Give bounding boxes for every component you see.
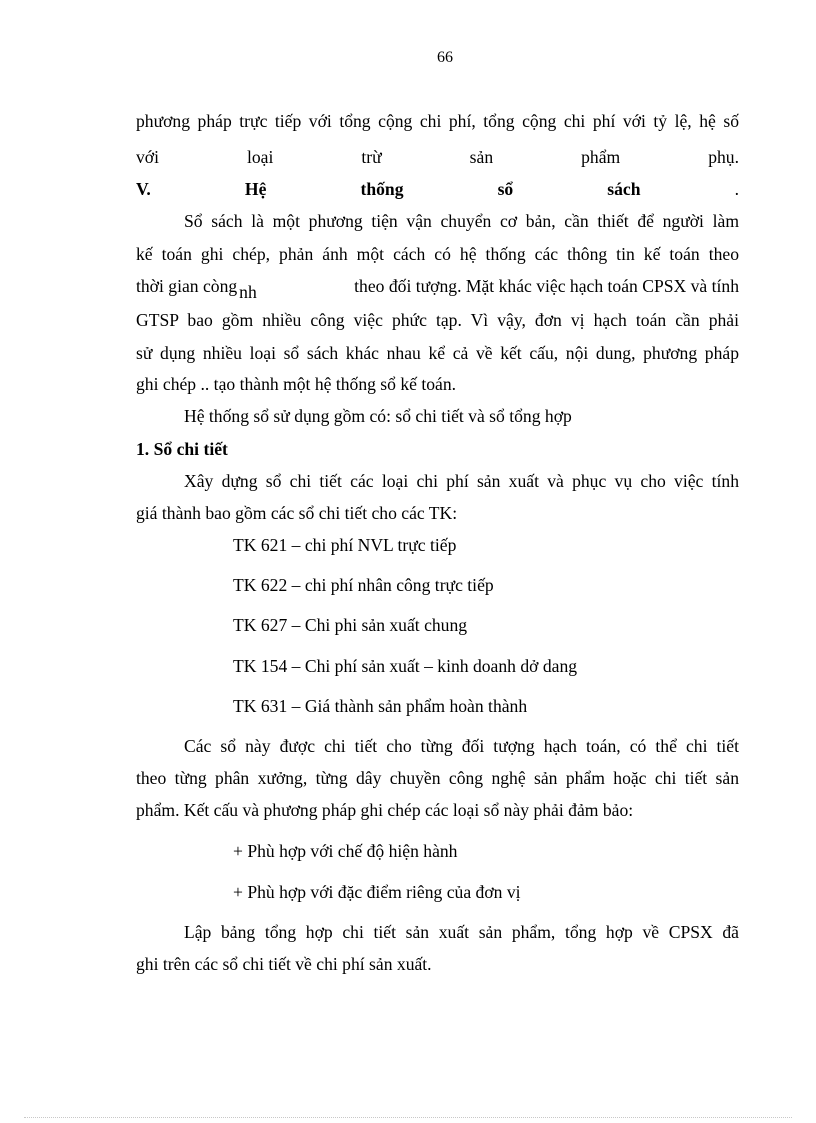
heading-word: Hệ [244,179,267,199]
text-line: kế toán ghi chép, phản ánh một cách có hệ thống các thông tin kế toán theo [136,244,739,264]
requirement-item: + Phù hợp với chế độ hiện hành [233,841,458,861]
text-line: GTSP bao gồm nhiều công việc phức tạp. Vì vậy, đơn vị hạch toán cần phải [136,310,739,330]
text-line: ghi trên các sổ chi tiết về chi phí sản xuất. [136,954,432,974]
text-line: theo từng phân xưởng, từng dây chuyền công nghệ sản phẩm hoặc chi tiết sản [136,768,739,788]
text-line [136,276,739,302]
text-line: Hệ thống sổ sử dụng gồm có: sổ chi tiết và sổ tổng hợp [184,406,572,426]
account-item: TK 154 – Chi phí sản xuất – kinh doanh dở dang [233,656,578,676]
text-fragment: thời gian còng [136,276,238,296]
footer-divider [24,1117,792,1118]
heading-word: sổ [497,179,514,199]
text-line: Các sổ này được chi tiết cho từng đối tượng hạch toán, có thể chi tiết [184,736,739,756]
text-line: sử dụng nhiều loại sổ sách khác nhau kể cả về kết cấu, nội dung, phương pháp [136,343,739,363]
text-line: phương pháp trực tiếp với tổng cộng chi phí, tổng cộng chi phí với tỷ lệ, hệ số [136,111,739,131]
text-fragment: theo đối tượng. Mặt khác việc hạch toán CPSX và tính [354,276,739,296]
account-item: TK 621 – chi phí NVL trực tiếp [233,535,457,555]
text-line: Xây dựng sổ chi tiết các loại chi phí sản xuất và phục vụ cho việc tính [184,471,739,491]
section-title: 1. Sổ chi tiết [136,439,228,459]
heading-word: thống [360,179,404,199]
heading-word: V. [136,179,151,199]
account-item: TK 631 – Giá thành sản phẩm hoàn thành [233,696,528,716]
requirement-item: + Phù hợp với đặc điểm riêng của đơn vị [233,882,521,902]
text-line: phẩm. Kết cấu và phương pháp ghi chép các loại sổ này phải đảm bảo: [136,800,634,820]
heading-word: sách [607,179,641,199]
heading-word: . [734,179,739,199]
page-number: 66 [437,49,453,66]
text-line: Lập bảng tổng hợp chi tiết sản xuất sản phẩm, tổng hợp về CPSX đã [184,922,739,942]
text-line: giá thành bao gồm các sổ chi tiết cho các TK: [136,503,458,523]
section-heading-v [136,179,739,200]
account-item: TK 622 – chi phí nhân công trực tiếp [233,575,494,595]
text-line: ghi chép .. tạo thành một hệ thống sổ kế toán. [136,374,457,394]
subscript-fragment: nh [239,282,257,302]
text-line: với loại trừ sản phẩm phụ. [136,147,739,167]
text-line: Sổ sách là một phương tiện vận chuyển cơ bản, cần thiết để người làm [184,211,739,231]
account-item: TK 627 – Chi phi sản xuất chung [233,615,468,635]
